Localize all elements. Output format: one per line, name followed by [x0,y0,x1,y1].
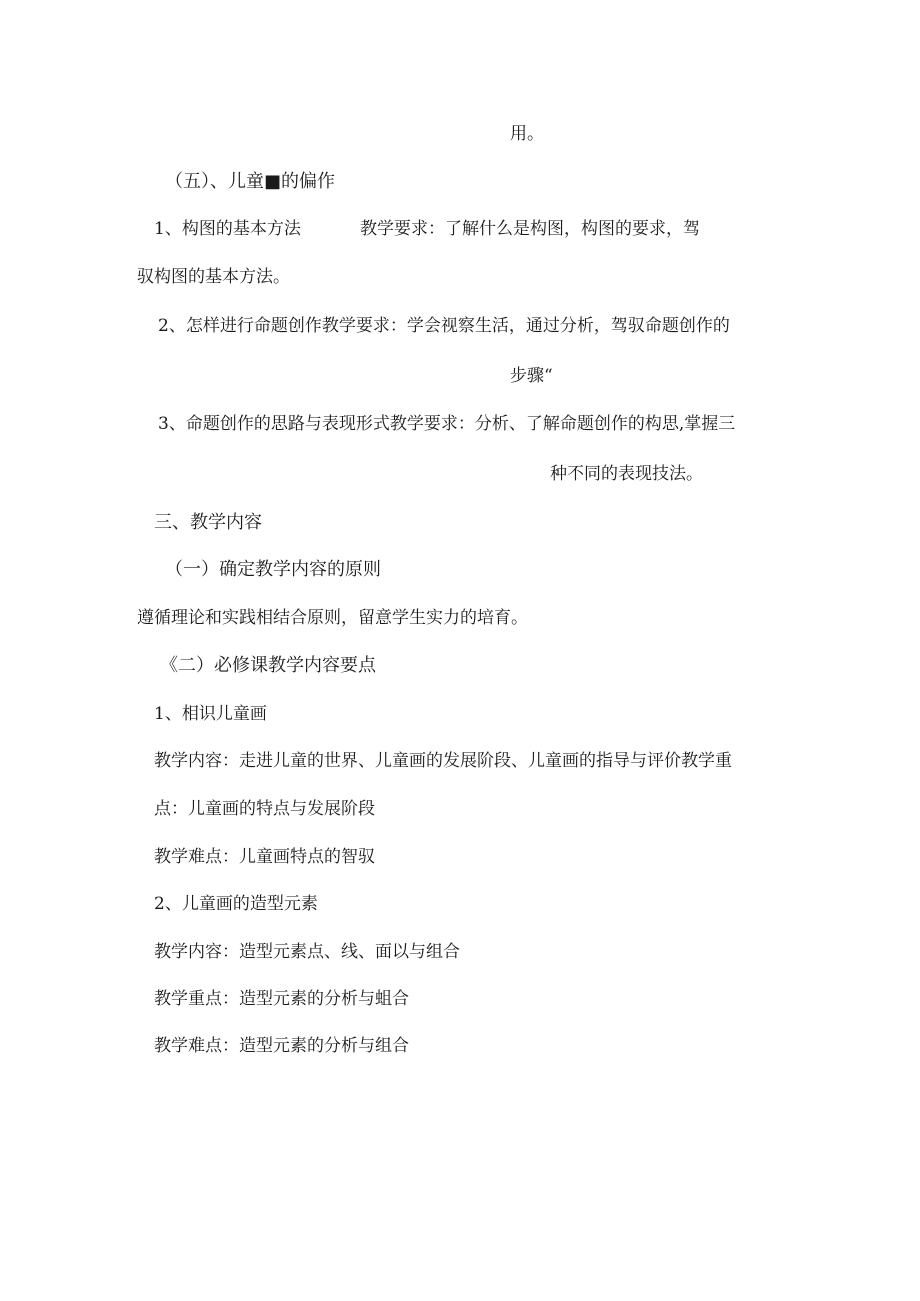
item-3-text-cont: 种不同的表现技法。 [550,464,703,484]
principle-text: 遵循理论和实践相结合原则，留意学生实力的培育。 [137,608,528,628]
item-1-title: 1、构图的基本方法 [154,219,301,239]
section-heading-three: 三、教学内容 [154,512,262,533]
item-1-requirement-cont: 驭构图的基本方法。 [137,267,290,287]
subsection-heading-required: 《二）必修课教学内容要点 [160,655,376,676]
sub-item-1-difficulty: 教学难点：儿童画特点的智驭 [154,847,375,867]
sub-item-1-title: 1、相识儿童画 [154,704,267,724]
sub-item-2-difficulty: 教学难点：造型元素的分析与组合 [154,1036,409,1056]
sub-item-1-content: 教学内容：走进儿童的世界、儿童画的发展阶段、儿童画的指导与评价教学重 [154,751,732,771]
subsection-heading-principle: （一）确定教学内容的原则 [165,559,381,580]
item-2-text: 2、怎样进行命题创作教学要求：学会视察生活，通过分析，驾驭命题创作的 [158,316,730,336]
item-2-text-cont: 步骤“ [510,366,553,386]
item-3-text: 3、命题创作的思路与表现形式教学要求：分析、了解命题创作的构思,掌握三 [158,414,736,434]
sub-item-2-title: 2、儿童画的造型元素 [154,894,318,914]
item-1-requirement: 教学要求：了解什么是构图，构图的要求，驾 [360,219,700,239]
sub-item-2-content: 教学内容：造型元素点、线、面以与组合 [154,942,460,962]
continued-text: 用。 [510,124,544,144]
sub-item-2-key: 教学重点：造型元素的分析与蛆合 [154,989,409,1009]
section-heading-five: （五）、儿童■的偏作 [165,171,336,192]
sub-item-1-content-cont: 点：儿童画的特点与发展阶段 [154,799,375,819]
